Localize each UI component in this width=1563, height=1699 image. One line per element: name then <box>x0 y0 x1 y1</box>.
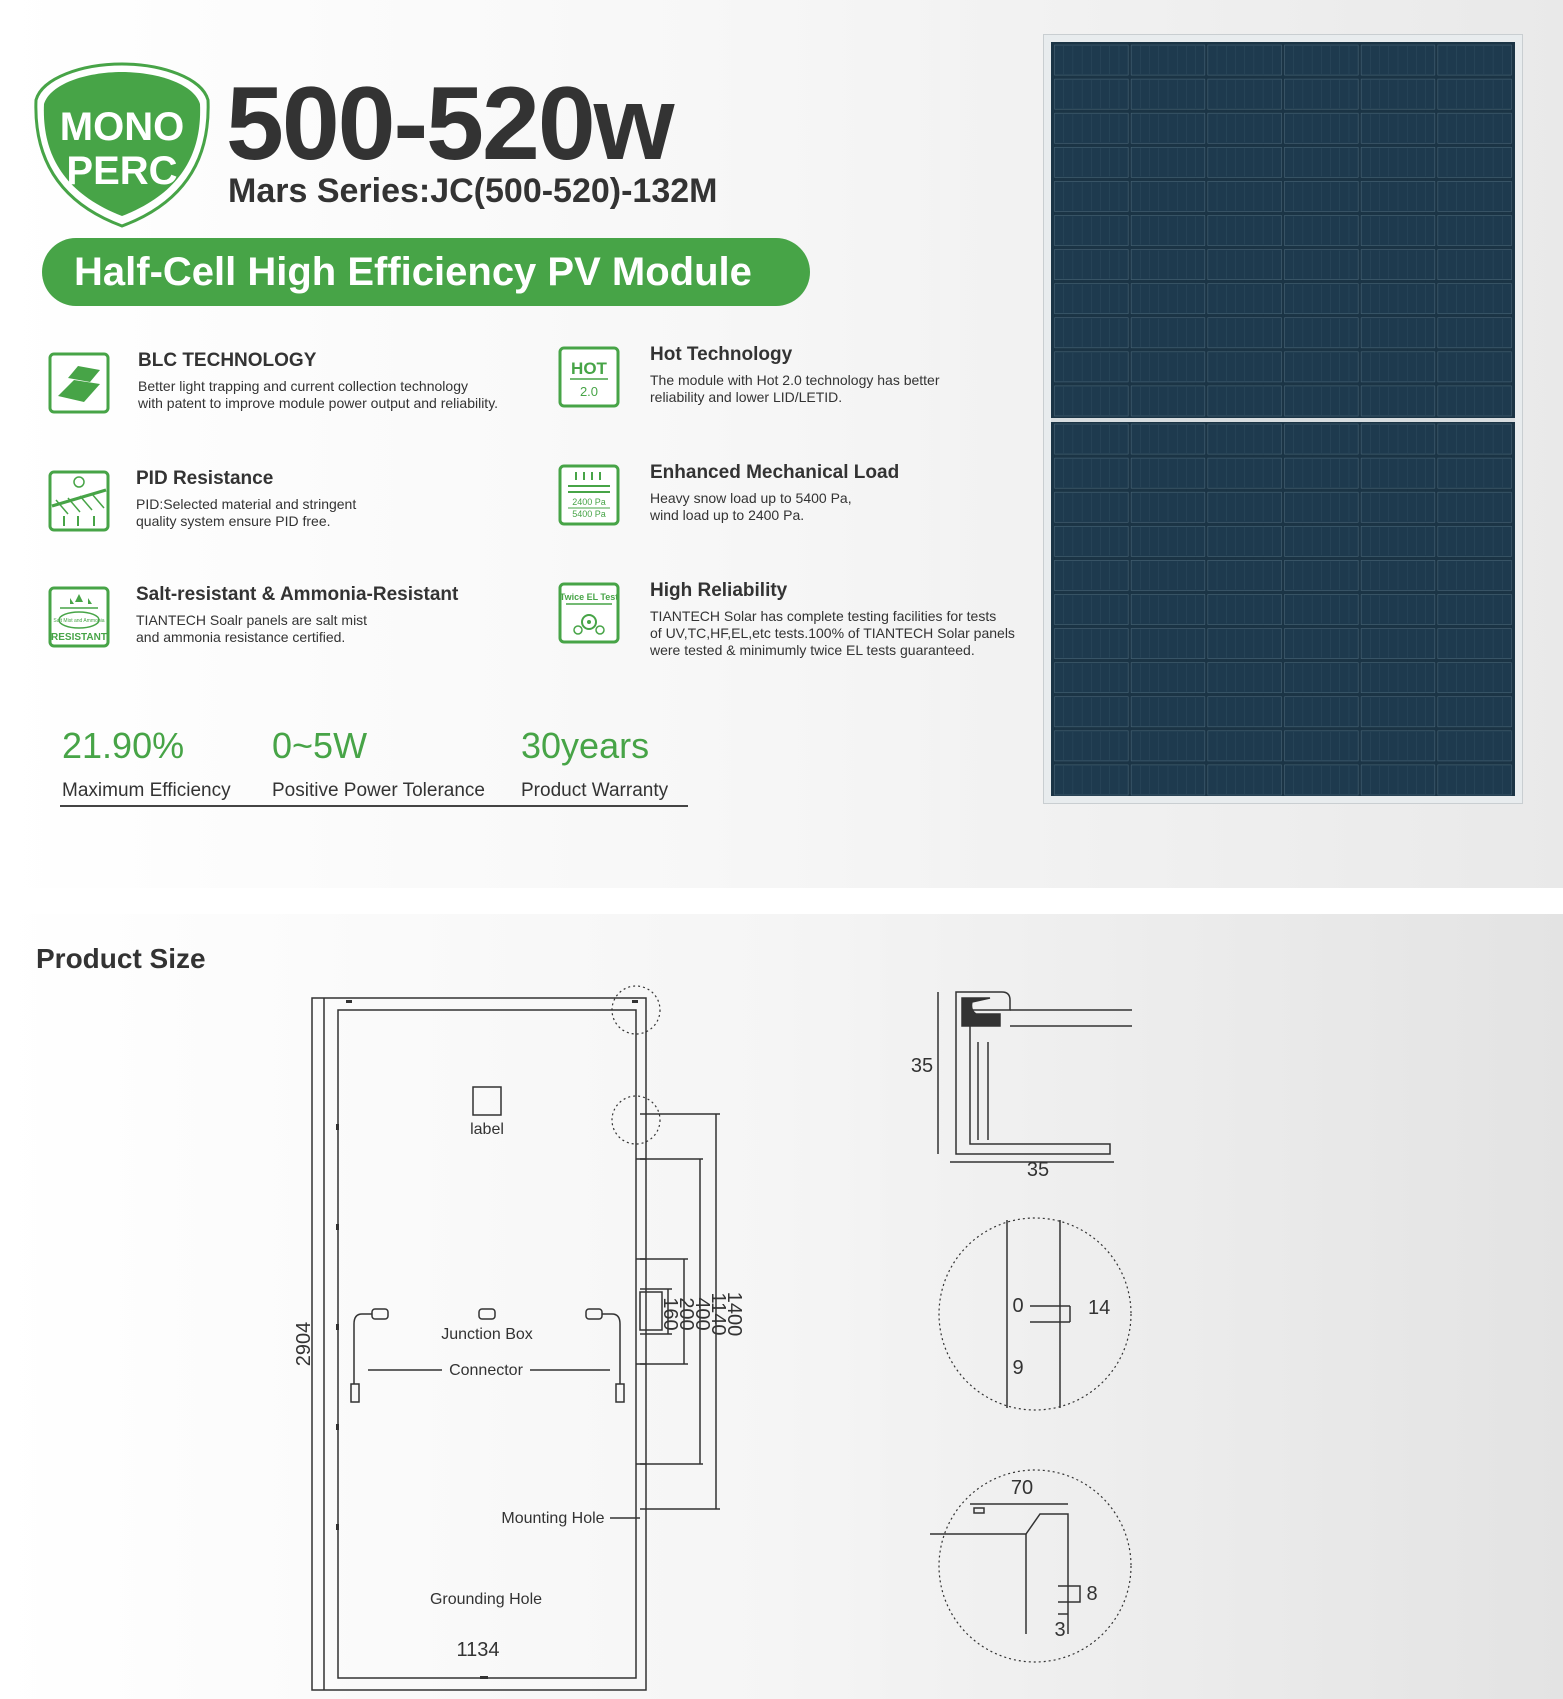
solar-panel-image <box>1043 34 1523 804</box>
hole-dim-b: 9 <box>1012 1357 1024 1379</box>
connector-label: Connector <box>449 1362 523 1379</box>
module-inner-outline <box>338 1010 636 1678</box>
corner-dim-a: 70 <box>1010 1477 1034 1499</box>
stat-value: 21.90% <box>62 725 185 766</box>
dim-200: 200 <box>675 1297 697 1331</box>
hot-icon <box>558 346 620 408</box>
stats-divider <box>60 805 688 807</box>
blc-icon <box>48 352 110 414</box>
svg-text:2.0: 2.0 <box>579 384 599 399</box>
svg-text:5400 Pa: 5400 Pa <box>572 509 606 519</box>
feature-title: Salt-resistant & Ammonia-Resistant <box>136 584 459 605</box>
junction-box-label: Junction Box <box>441 1326 533 1343</box>
el-test-icon <box>558 582 620 644</box>
mechanical-load-icon <box>558 464 620 526</box>
corner-dim-c: 3 <box>1054 1619 1066 1641</box>
hole-dim-a: 0 <box>1012 1295 1024 1317</box>
stat-warranty <box>521 725 669 802</box>
stat-label: Positive Power Tolerance <box>272 780 485 801</box>
salt-resistant-icon <box>48 586 110 648</box>
dim-160: 160 <box>659 1297 681 1331</box>
grounding-hole-label: Grounding Hole <box>429 1591 543 1608</box>
pid-icon <box>48 470 110 532</box>
series-name: Mars Series:JC(500-520)-132M <box>228 172 718 210</box>
feature-desc: TIANTECH Solar has complete testing facilities for tests of UV,TC,HF,EL,etc tests.100% of TIANTECH Solar panels were tested & minimumly twice EL tests guaranteed. <box>650 608 1015 658</box>
svg-text:Salt Mist and Ammonia: Salt Mist and Ammonia <box>53 618 105 624</box>
module-banner: Half-Cell High Efficiency PV Module <box>42 238 810 306</box>
svg-text:HOT: HOT <box>571 359 607 378</box>
label-box <box>473 1087 501 1115</box>
feature-title: Enhanced Mechanical Load <box>650 462 900 483</box>
svg-text:2400 Pa: 2400 Pa <box>572 497 606 507</box>
module-outline <box>312 998 646 1690</box>
height-dim: 2904 <box>293 1321 315 1367</box>
drawing-label: label <box>470 1121 504 1138</box>
feature-title: High Reliability <box>650 580 788 601</box>
stat-label: Maximum Efficiency <box>62 780 231 801</box>
panel-split-line <box>1051 418 1515 422</box>
feature-title: BLC TECHNOLOGY <box>138 350 317 371</box>
badge-line2: PERC <box>66 149 178 193</box>
dim-400: 400 <box>691 1297 713 1331</box>
dim-1400: 1400 <box>723 1291 745 1337</box>
stat-value: 0~5W <box>272 725 368 766</box>
feature-desc: Better light trapping and current collection technology with patent to improve module power output and reliability. <box>138 378 499 411</box>
power-range: 500-520w <box>226 66 673 182</box>
stat-tolerance <box>272 725 485 802</box>
badge-line1: MONO <box>59 105 185 149</box>
mono-perc-badge <box>32 60 212 230</box>
dim-1140: 1140 <box>707 1292 729 1336</box>
feature-desc: PID:Selected material and stringent quality system ensure PID free. <box>136 496 357 529</box>
width-dim: 1134 <box>456 1639 500 1661</box>
svg-text:Twice EL Test: Twice EL Test <box>559 592 619 602</box>
feature-desc: TIANTECH Soalr panels are salt mist and ammonia resistance certified. <box>136 612 368 645</box>
product-size-title: Product Size <box>36 943 206 974</box>
feature-desc: The module with Hot 2.0 technology has better reliability and lower LID/LETID. <box>650 372 940 405</box>
hole-dim-c: 14 <box>1088 1297 1111 1319</box>
stat-efficiency <box>62 725 231 802</box>
mounting-hole-label: Mounting Hole <box>501 1510 605 1527</box>
feature-desc: Heavy snow load up to 5400 Pa, wind load up to 2400 Pa. <box>650 490 852 523</box>
corner-dim-b: 8 <box>1086 1583 1098 1605</box>
stat-label: Product Warranty <box>521 780 669 801</box>
svg-text:RESISTANT: RESISTANT <box>51 632 107 643</box>
frame-height-dim: 35 <box>910 1055 934 1077</box>
feature-title: PID Resistance <box>136 468 274 489</box>
feature-title: Hot Technology <box>650 344 793 365</box>
dimension-drawings <box>0 914 1563 1699</box>
frame-width-dim: 35 <box>1026 1159 1050 1181</box>
stat-value: 30years <box>521 725 650 766</box>
